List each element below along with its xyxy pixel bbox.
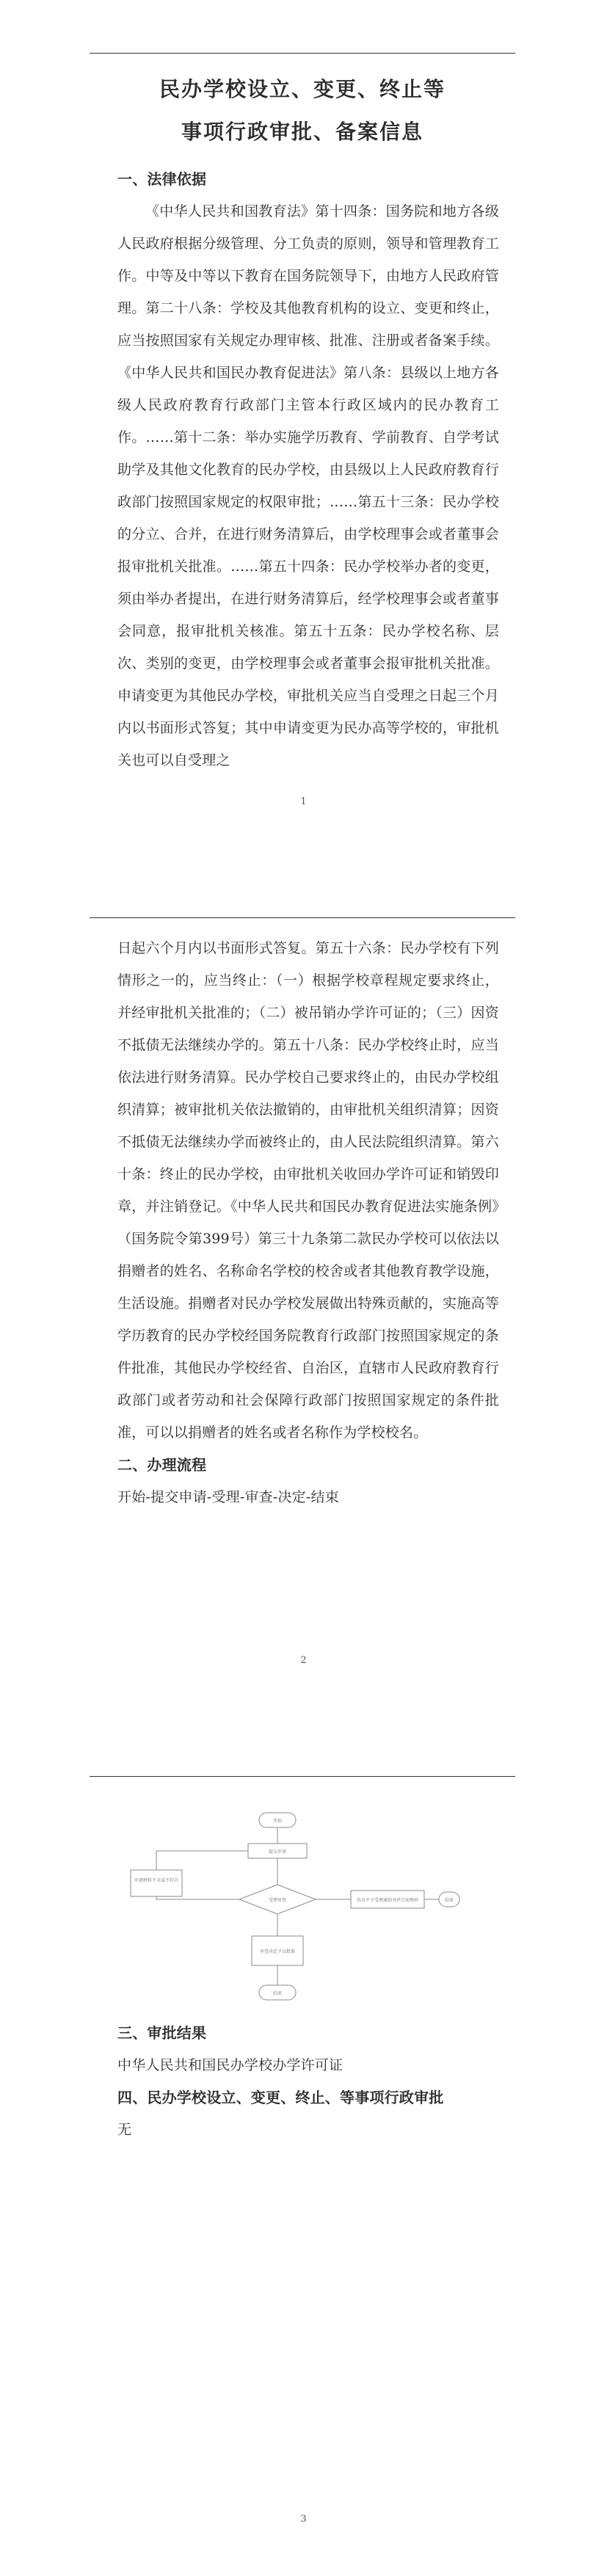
flowchart-svg — [116, 1805, 461, 2011]
flow-left-node — [131, 1870, 182, 1896]
flow-review-label: 审查决定予以批准 — [259, 1949, 296, 1954]
header-rule — [90, 1776, 515, 1777]
section-4-heading: 四、民办学校设立、变更、终止、等事项行政审批 — [117, 2089, 444, 2106]
flow-connector — [156, 1896, 241, 1899]
page2-content — [117, 932, 499, 1513]
flow-decision-label: 受理审查 — [268, 1898, 287, 1903]
flow-submit-label: 提交申请 — [268, 1849, 287, 1855]
doc-title-line2: 事项行政审批、备案信息 — [181, 120, 424, 144]
legal-basis-text: 《中华人民共和国教育法》第十四条：国务院和地方各级人民政府根据分级管理、分工负责的原则，领导和管理教育工作。中等及中等以下教育在国务院领导下，由地方人民政府管理。第二十八条：学校及其他教育机构的设立、变更和终止，应当按照国家有关规定办理审核、批准、注册或者备案手续。《中华人民共和国民办教育促进法》第八条：县级以上地方各级人民政府教育行政部门主管本行政区域内的民办教育工作。……第十二条：举办实施学历教育、学前教育、自学考试助学及其他文化教育的民办学校，由县级以上人民政府教育行政部门按照国家规定的权限审批；……第五十三条：民办学校的分立、合并，在进行财务清算后，由学校理事会或者董事会报审批机关批准。……第五十四条：民办学校举办者的变更，须由举办者提出，在进行财务清算后，经学校理事会或者董事会同意，报审批机关核准。第五十五条：民办学校名称、层次、类别的变更，由学校理事会或者董事会报审批机关批准。申请变更为其他民办学校，审批机关应当自受理之日起三个月内以书面形式答复；其中申请变更为民办高等学校的，审批机关也可以自受理之 — [117, 203, 499, 768]
process-flowchart — [116, 1805, 461, 2011]
flow-start-label: 开始 — [272, 1819, 283, 1824]
section-4-value: 无 — [117, 2122, 132, 2138]
doc-title-line1: 民办学校设立、变更、终止等 — [159, 77, 446, 101]
section-2-heading: 二、办理流程 — [117, 1456, 207, 1474]
legal-basis-text-cont: 日起六个月内以书面形式答复。第五十六条：民办学校有下列情形之一的，应当终止：（一）根据学校章程规定要求终止，并经审批机关批准的；（二）被吊销办学许可证的；（三）因资不抵债无法继续办学的。第五十八条：民办学校终止时，应当依法进行财务清算。民办学校自己要求终止的，由民办学校组织清算；被审批机关依法撤销的，由审批机关组织清算；因资不抵债无法继续办学而被终止的，由人民法院组织清算。第六十条：终止的民办学校，由审批机关收回办学许可证和销毁印章，并注销登记。《中华人民共和国民办教育促进法实施条例》（国务院令第399号）第三十九条第二款民办学校可以依法以捐赠者的姓名、名称命名学校的校舍或者其他教育教学设施，生活设施。捐赠者对民办学校发展做出特殊贡献的，实施高等学历教育的民办学校经国务院教育行政部门按照国家规定的条件批准，其他民办学校经省、自治区，直辖市人民政府教育行政部门或者劳动和社会保障行政部门按照国家规定的条件批准，可以以捐赠者的姓名或者名称作为学校校名。 — [117, 940, 499, 1441]
page1-content — [117, 163, 499, 776]
page-number: 3 — [300, 2514, 307, 2525]
flow-end-right-label: 结束 — [444, 1898, 454, 1903]
page-3 — [0, 1717, 607, 2576]
flow-connector — [156, 1851, 248, 1870]
page-number: 2 — [300, 1655, 307, 1666]
page-number: 1 — [300, 796, 307, 807]
page-2 — [0, 859, 607, 1717]
section-3-heading: 三、审批结果 — [117, 2024, 207, 2042]
flow-end-label: 结束 — [272, 1991, 283, 1996]
flow-left-label: 申请材料不全或不符合 — [134, 1878, 179, 1883]
page3-content — [117, 2017, 499, 2146]
flow-right-label: 出具不予受理通知书并告知理由 — [356, 1898, 419, 1903]
header-rule — [90, 53, 515, 54]
section-1-heading: 一、法律依据 — [117, 170, 207, 188]
process-text: 开始-提交申请-受理-审查-决定-结束 — [117, 1489, 339, 1505]
approval-result-text: 中华人民共和国民办学校办学许可证 — [117, 2057, 344, 2073]
page-1 — [0, 0, 607, 859]
header-rule — [90, 917, 515, 918]
